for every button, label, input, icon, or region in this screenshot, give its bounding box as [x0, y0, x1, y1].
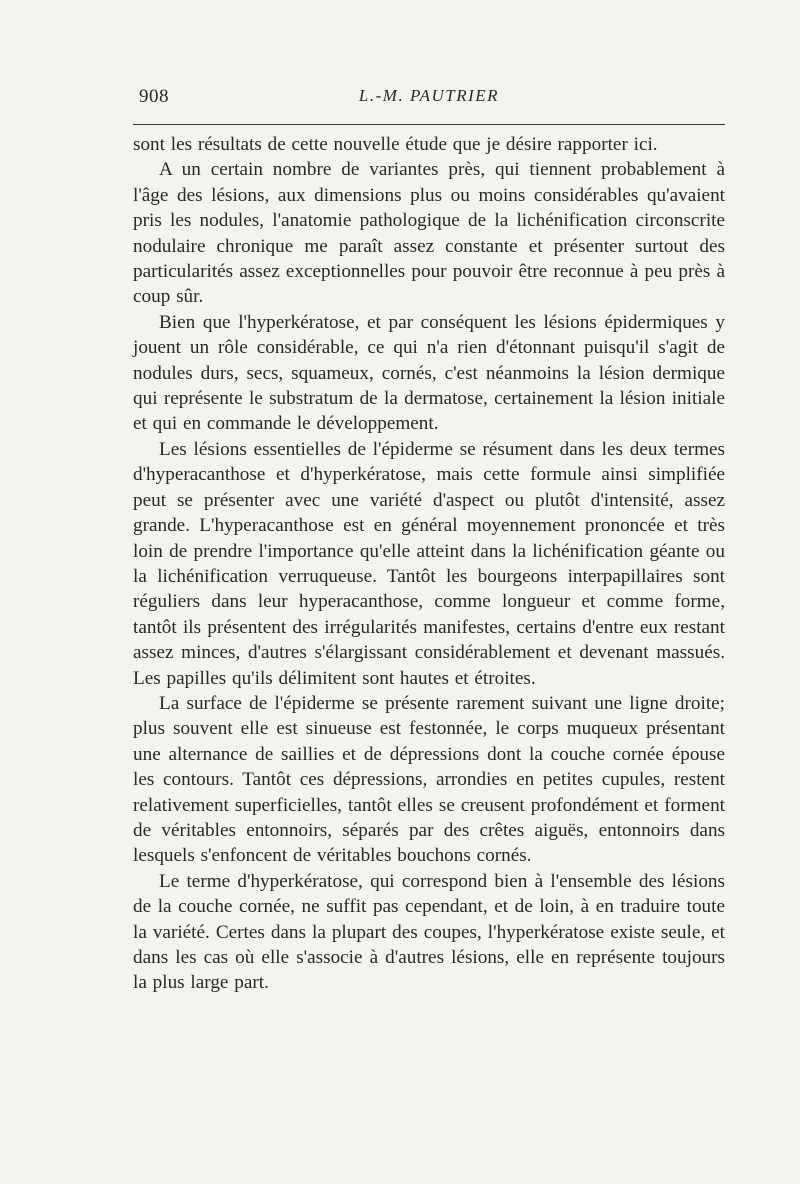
header-rule — [133, 124, 725, 125]
page-header — [133, 86, 725, 122]
running-head: L.-M. PAUTRIER — [358, 86, 500, 105]
paragraph: sont les résultats de cette nouvelle étude que je désire rapporter ici. — [133, 134, 658, 155]
page-number: 908 — [139, 86, 169, 107]
paragraph: Le terme d'hyperkératose, qui correspond bien à l'ensemble des lésions de la couche cornée, ne suffit pas cependant, et de loin, à en traduire toute la variété. Certes dans la plupart des coupes, l'hyperkératose existe seule, et dans les cas où elle s'associe à d'autres lésions, elle en représente toujours la plus large part. — [133, 870, 725, 994]
paragraph: Bien que l'hyperkératose, et par conséquent les lésions épidermiques y jouent un rôle considérable, ce qui n'a rien d'étonnant puisqu'il s'agit de nodules durs, secs, squameux, cornés, c'est néanmoins la lésion dermique qui représente le substratum de la dermatose, certainement la lésion initiale et qui en commande le développement. — [133, 311, 725, 435]
paragraph: La surface de l'épiderme se présente rarement suivant une ligne droite; plus souvent elle est sinueuse est festonnée, le corps muqueux présentant une alternance de saillies et de dépressions dont la couche cornée épouse les contours. Tantôt ces dépressions, arrondies en petites cupules, restent relativement superficielles, tantôt elles se creusent profondément et forment de véritables entonnoirs, séparés par des crêtes aiguës, entonnoirs dans lesquels s'enfoncent de véritables bouchons cornés. — [133, 692, 725, 867]
paragraph: A un certain nombre de variantes près, qui tiennent probablement à l'âge des lésions, aux dimensions plus ou moins considérables qu'avaient pris les nodules, l'anatomie pathologique de la lichénification circonscrite nodulaire chronique me paraît assez constante et présenter surtout des particularités assez exceptionnelles pour pouvoir être reconnue à peu près à coup sûr. — [133, 159, 725, 308]
paragraph: Les lésions essentielles de l'épiderme se résument dans les deux termes d'hyperacanthose et d'hyperkératose, mais cette formule ainsi simplifiée peut se présenter avec une variété d'aspect ou plutôt d'intensité, assez grande. L'hyperacanthose est en général moyennement prononcée et très loin de prendre l'importance qu'elle atteint dans la lichénification géante ou la lichénification verruqueuse. Tantôt les bourgeons interpapillaires sont réguliers dans leur hyperacanthose, comme longueur et comme forme, tantôt ils présentent des irrégularités manifestes, certains d'entre eux restant assez minces, d'autres s'élargissant considérablement et devenant massués. Les papilles qu'ils délimitent sont hautes et étroites. — [133, 438, 725, 689]
body-text — [133, 132, 725, 996]
